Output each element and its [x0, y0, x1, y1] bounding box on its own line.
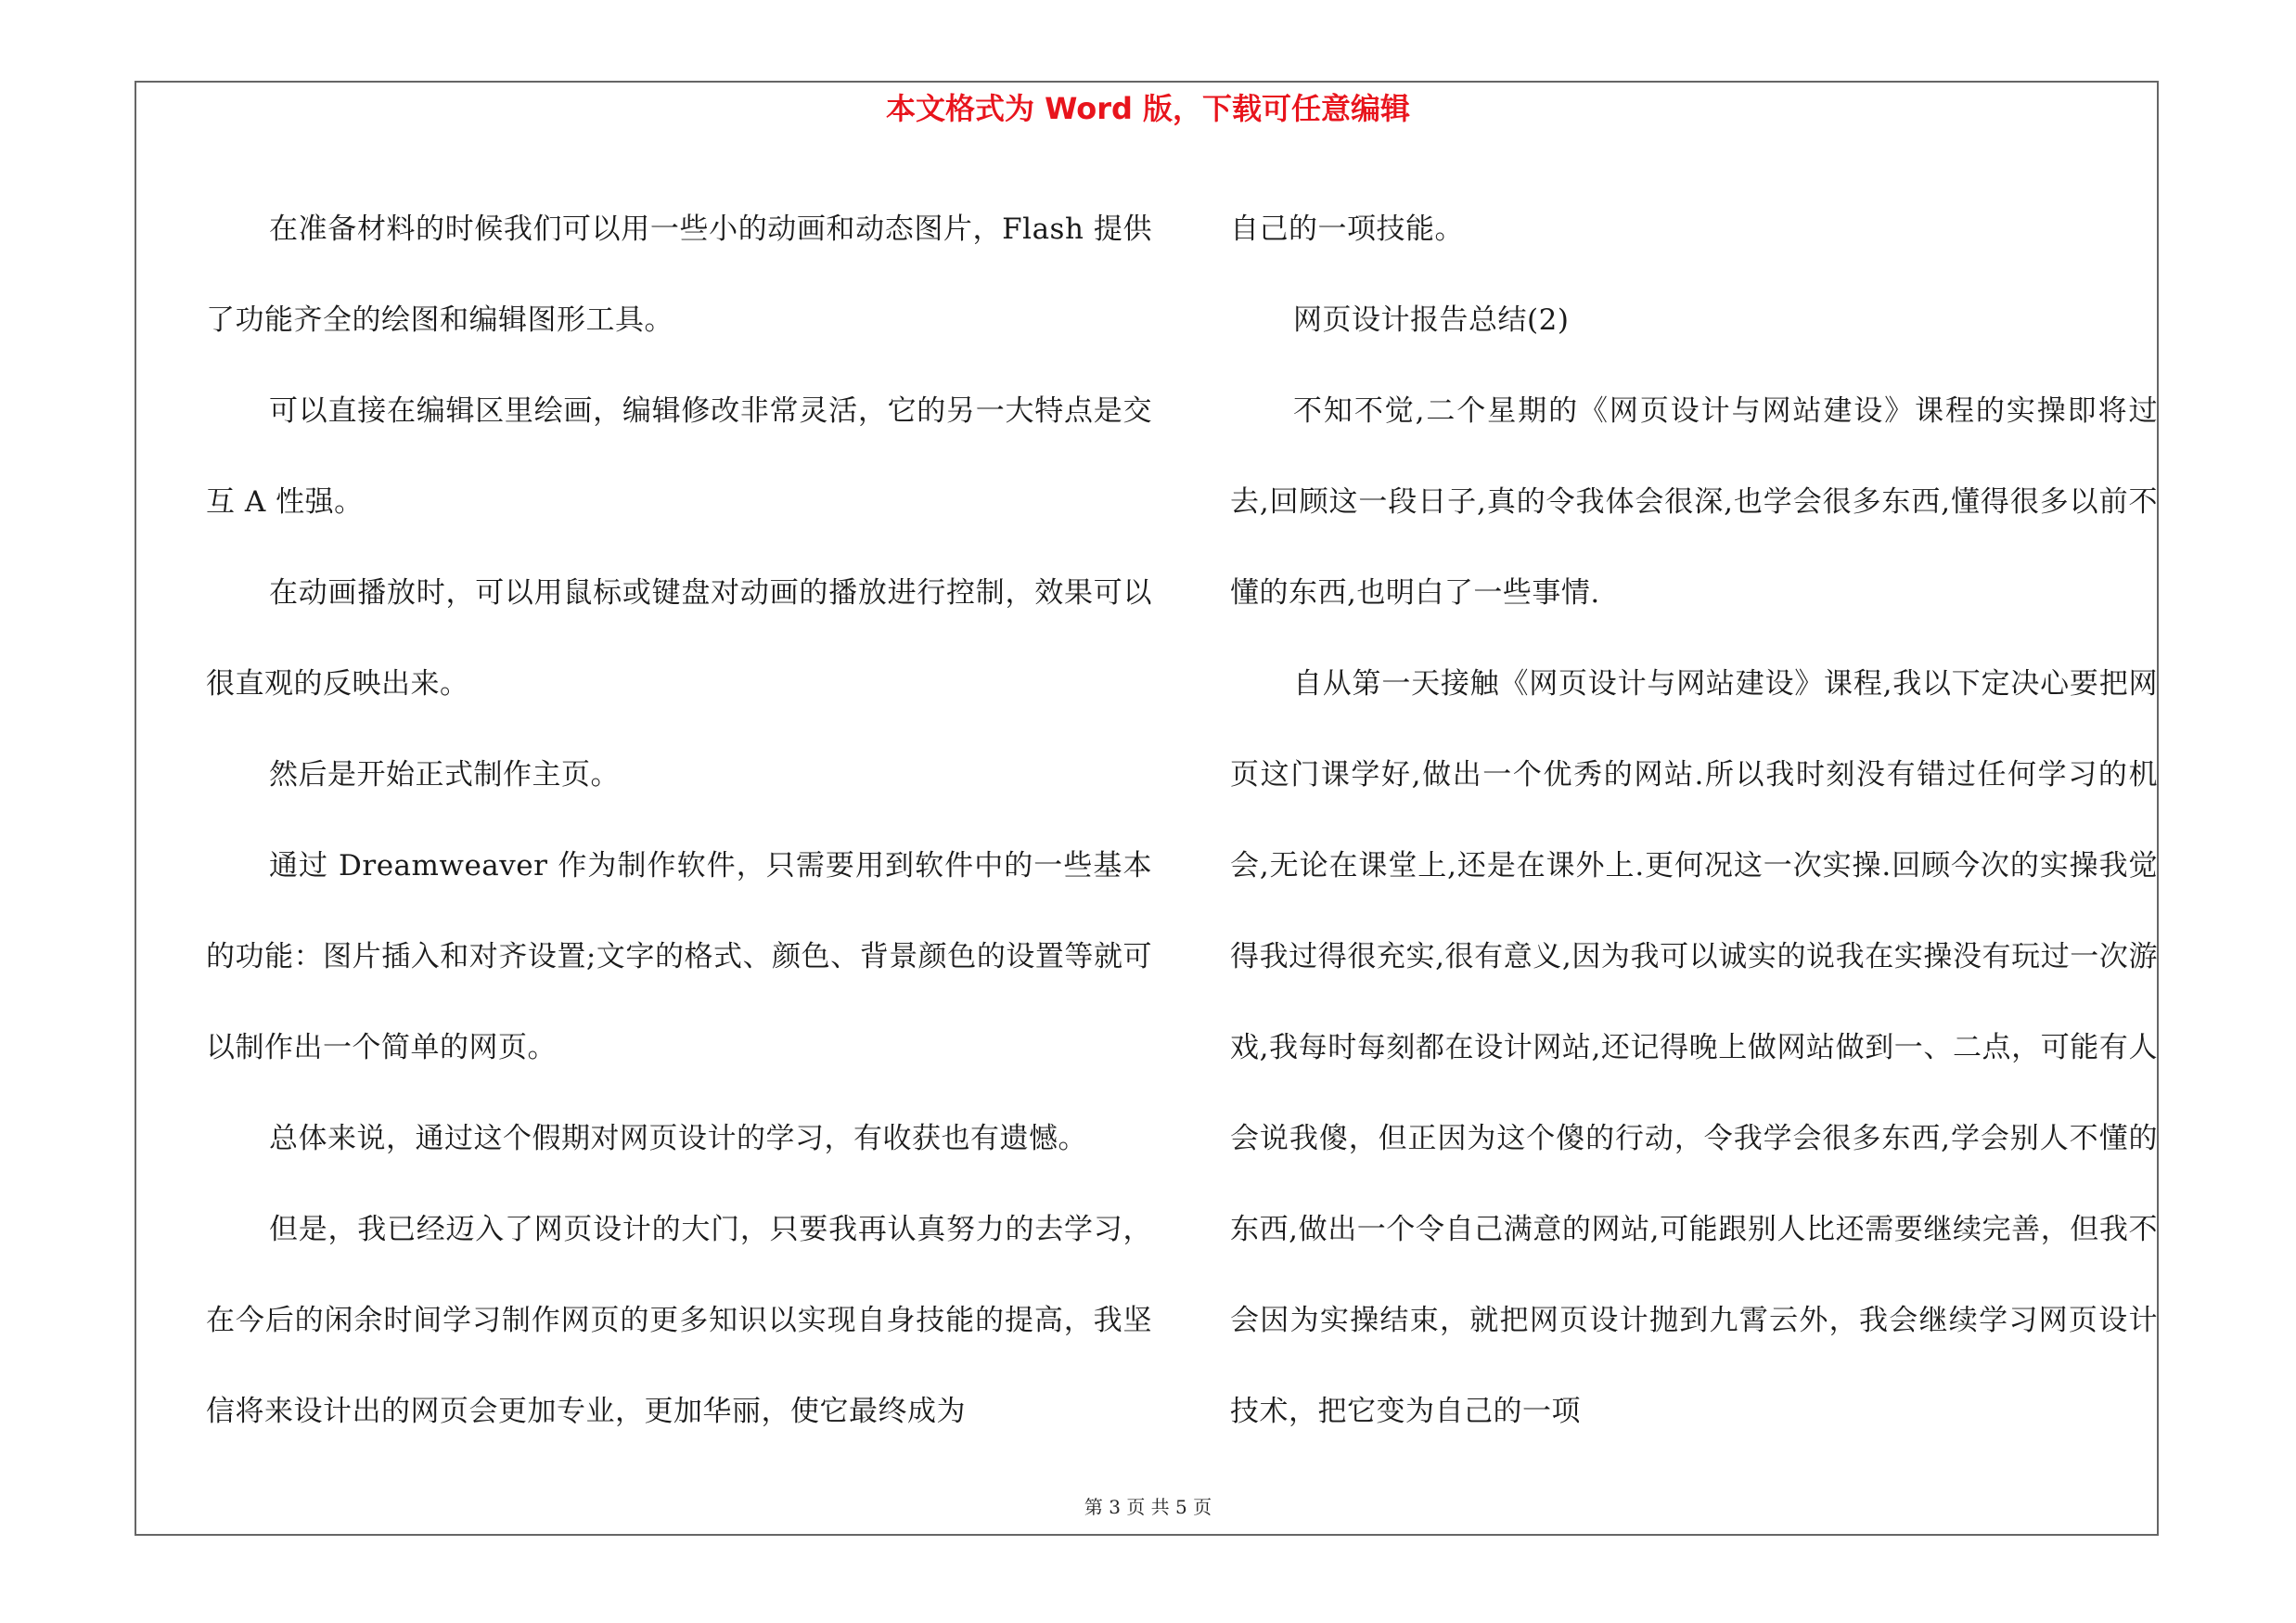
- paragraph: 不知不觉,二个星期的《网页设计与网站建设》课程的实操即将过去,回顾这一段日子,真的令我体会很深,也学会很多东西,懂得很多以前不懂的东西,也明白了一些事情.: [1230, 394, 2158, 610]
- paragraph: 在动画播放时，可以用鼠标或键盘对动画的播放进行控制，效果可以很直观的反映出来。: [206, 576, 1152, 701]
- paragraph: 通过 Dreamweaver 作为制作软件，只需要用到软件中的一些基本的功能：图片插入和对齐设置;文字的格式、颜色、背景颜色的设置等就可以制作出一个简单的网页。: [206, 849, 1152, 1064]
- format-banner: 本文格式为 Word 版，下载可任意编辑: [885, 91, 1411, 126]
- paragraph: 总体来说，通过这个假期对网页设计的学习，有收获也有遗憾。: [269, 1122, 1087, 1155]
- paragraph: 然后是开始正式制作主页。: [269, 758, 620, 792]
- paragraph: 可以直接在编辑区里绘画，编辑修改非常灵活，它的另一大特点是交互 A 性强。: [206, 394, 1152, 519]
- paragraph-continuation: 自己的一项技能。: [1230, 213, 1464, 246]
- section-title: 网页设计报告总结(2): [1293, 303, 1570, 337]
- paragraph: 自从第一天接触《网页设计与网站建设》课程,我以下定决心要把网页这门课学好,做出一个优秀的网站.所以我时刻没有错过任何学习的机会,无论在课堂上,还是在课外上.更何况这一次实操.回顾今次的实操我觉得我过得很充实,很有意义,因为我可以诚实的说我在实操没有玩过一次游戏,我每时每刻都在设计网站,还记得晚上做网站做到一、二点，可能有人会说我傻，但正因为这个傻的行动，令我学会很多东西,学会别人不懂的东西,做出一个令自己满意的网站,可能跟别人比还需要继续完善，但我不会因为实操结束，就把网页设计抛到九霄云外，我会继续学习网页设计技术，把它变为自己的一项: [1230, 667, 2158, 1428]
- left-column: [206, 184, 1152, 1457]
- page-number: 第 3 页 共 5 页: [1084, 1496, 1212, 1518]
- paragraph: 在准备材料的时候我们可以用一些小的动画和动态图片，Flash 提供了功能齐全的绘图和编辑图形工具。: [206, 213, 1152, 337]
- right-column: [1230, 184, 2158, 1457]
- paragraph: 但是，我已经迈入了网页设计的大门，只要我再认真努力的去学习，在今后的闲余时间学习制作网页的更多知识以实现自身技能的提高，我坚信将来设计出的网页会更加专业，更加华丽，使它最终成为: [206, 1213, 1152, 1428]
